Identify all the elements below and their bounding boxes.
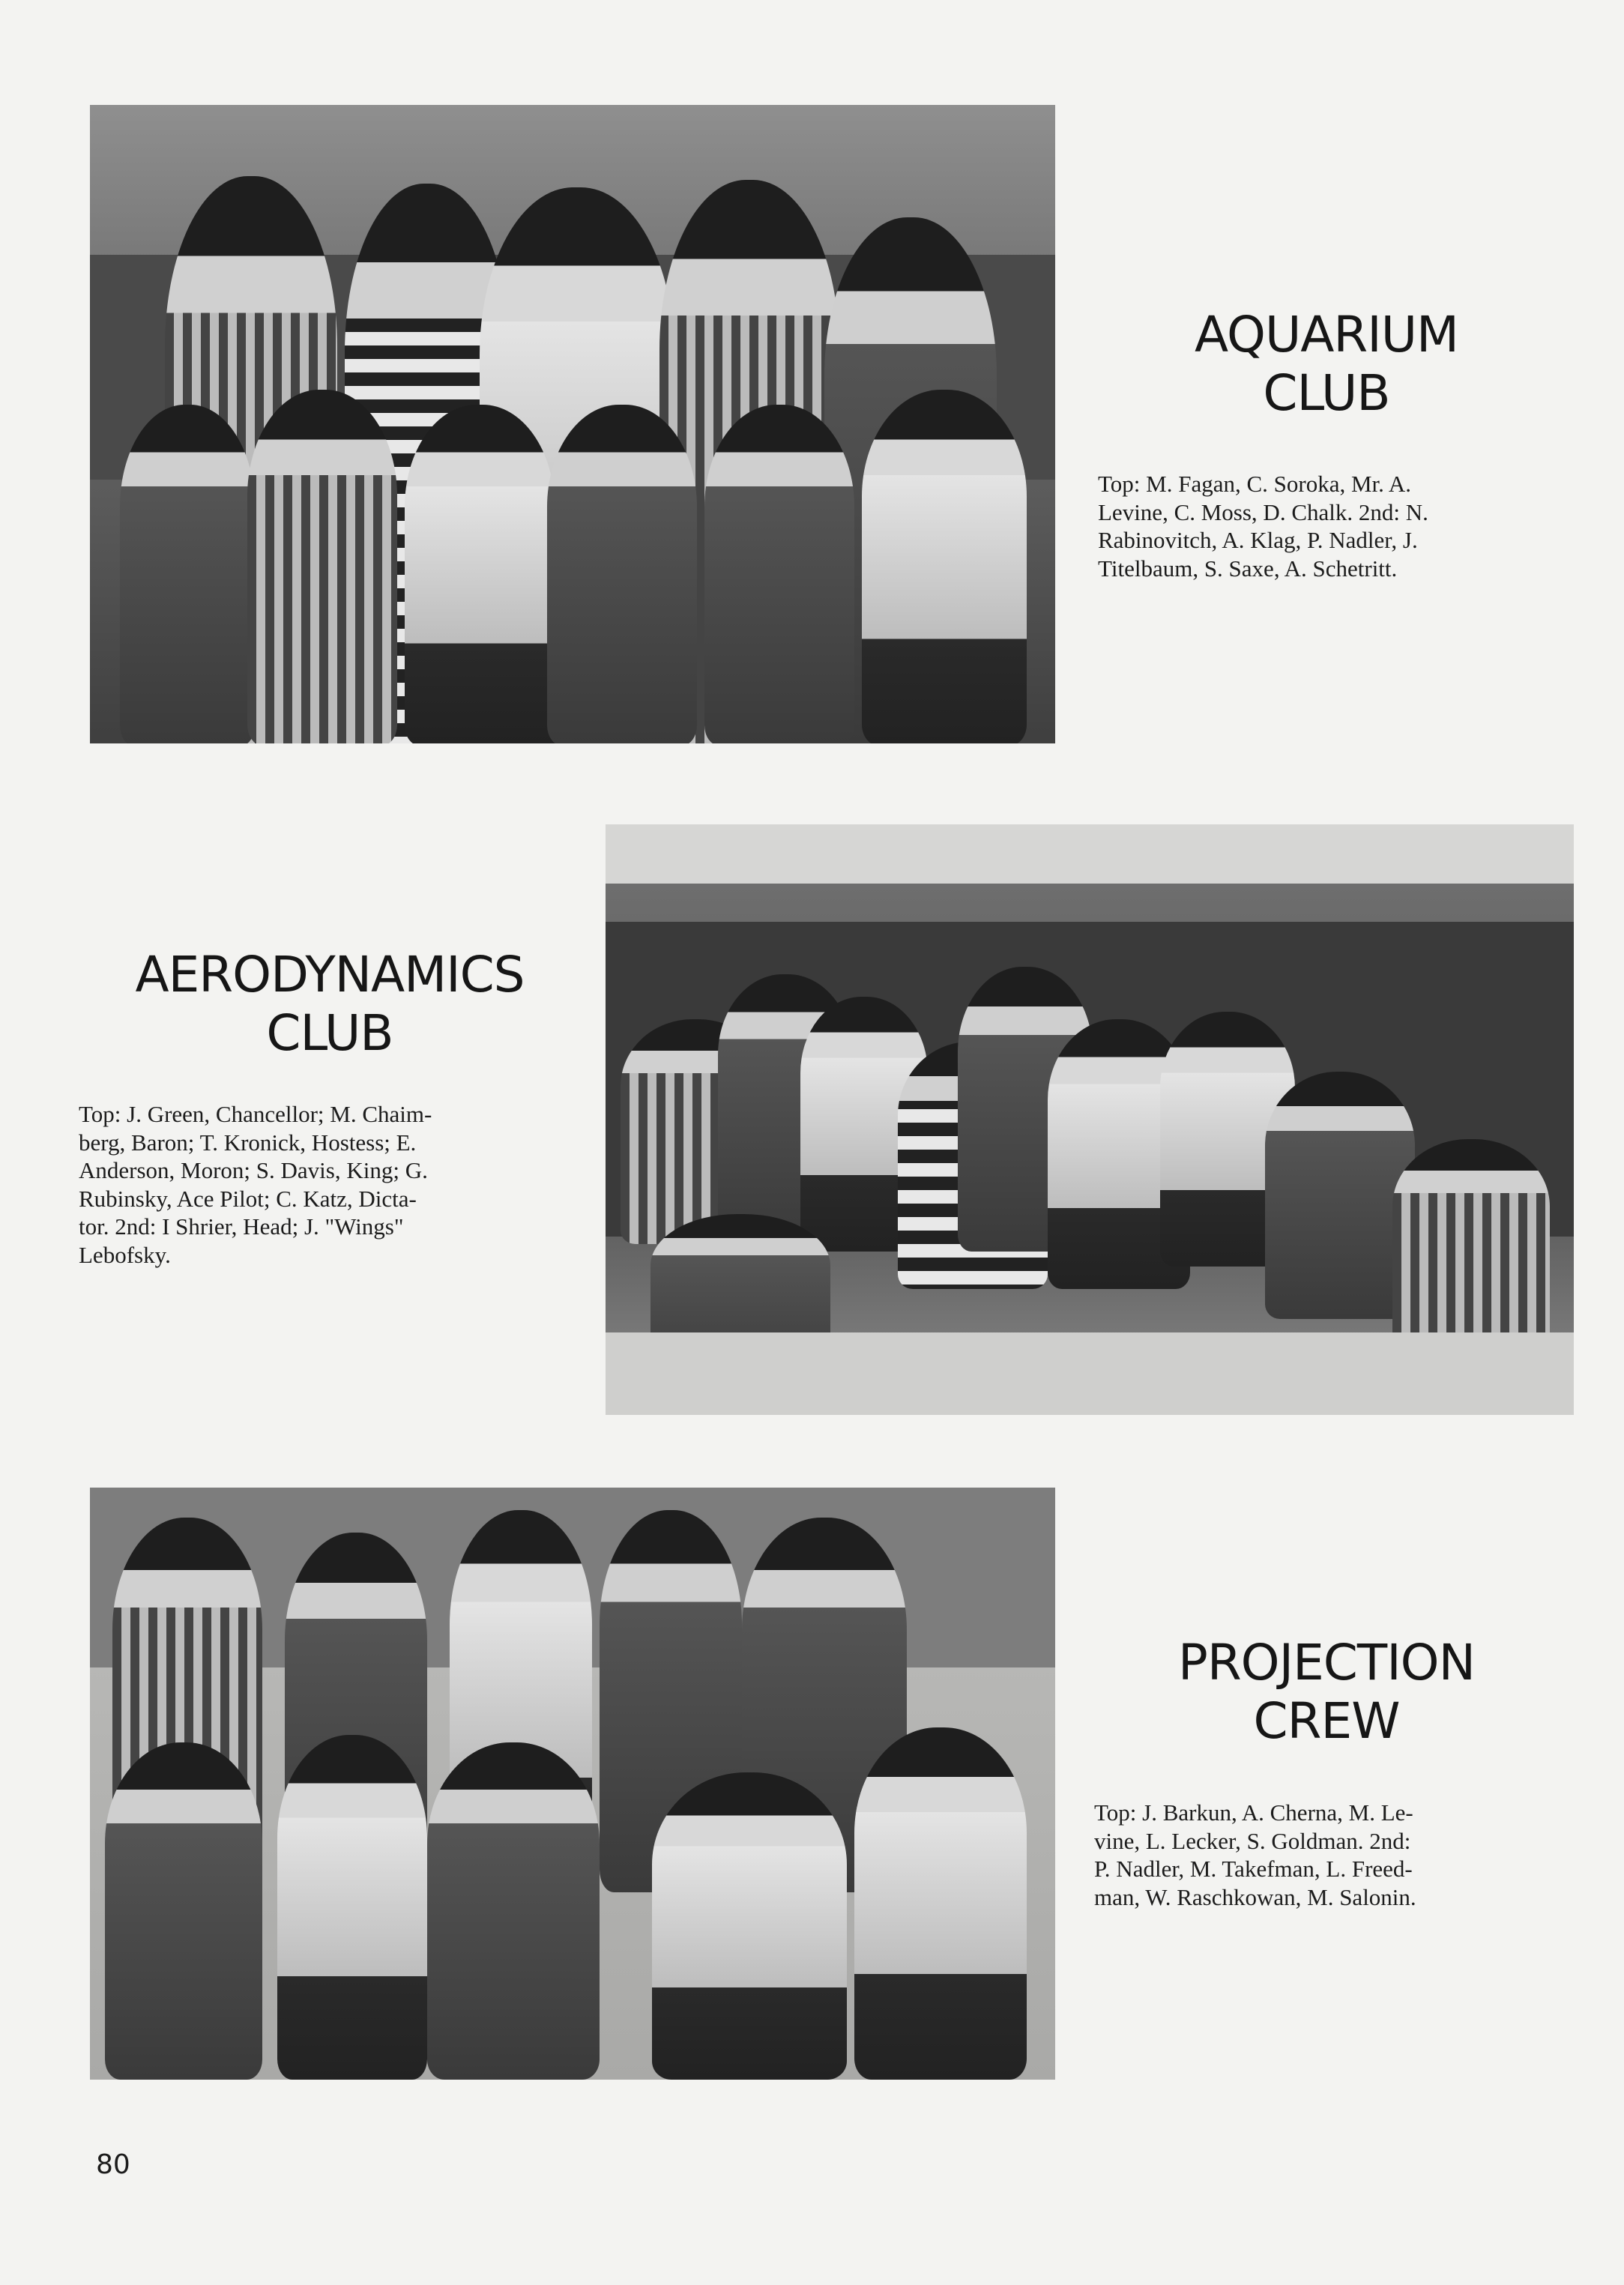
aquarium-club-title: AQUARIUM CLUB [1195,306,1458,422]
projection-crew-title: PROJECTION CREW [1178,1634,1475,1750]
aerodynamics-club-title: AERODYNAMICS CLUB [135,946,525,1062]
page-number: 80 [96,2149,130,2180]
projection-crew-photo [90,1488,1055,2080]
aquarium-club-caption: Top: M. Fagan, C. Soroka, Mr. A. Levine, C. Moss, D. Chalk. 2nd: N. Rabinovitch, A. Klag, P. Nadler, J. Titelbaum, S. Saxe, A. Schetritt. [1098,471,1428,582]
aquarium-club-photo [90,105,1055,743]
aerodynamics-club-caption: Top: J. Green, Chancellor; M. Chaim- berg, Baron; T. Kronick, Hostess; E. Anderson, Moron; S. Davis, King; G. Rubinsky, Ace Pilot; C. Katz, Dicta- tor. 2nd: I Shrier, Head; J. "Wings" Lebofsky. [79,1101,432,1268]
aerodynamics-club-photo [606,824,1574,1415]
projection-crew-caption: Top: J. Barkun, A. Cherna, M. Le- vine, L. Lecker, S. Goldman. 2nd: P. Nadler, M. Takefman, L. Freed- man, W. Raschkowan, M. Salonin. [1094,1799,1416,1910]
